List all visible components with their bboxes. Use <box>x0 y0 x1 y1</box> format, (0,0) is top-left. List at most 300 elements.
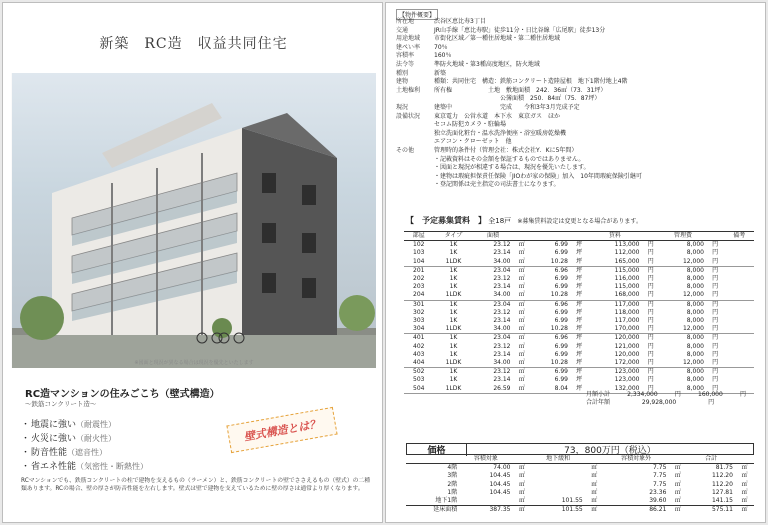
table-row <box>404 266 754 275</box>
table-cell: 123,000 <box>614 376 640 384</box>
info-key: 用途地域 <box>396 35 421 43</box>
column-header <box>513 232 531 241</box>
table-cell: 104.45 <box>489 472 511 480</box>
info-value: 東京電力 公営水道 本下水 東京ガス ほか <box>434 112 561 120</box>
table-cell: ㎡ <box>741 497 748 505</box>
table-cell: 坪 <box>576 350 583 358</box>
table-cell: 坪 <box>570 385 588 394</box>
info-row <box>396 35 756 44</box>
table-cell: ㎡ <box>513 325 531 334</box>
info-value: 70％ <box>434 43 448 51</box>
table-cell <box>532 472 585 480</box>
table-cell: 円 <box>712 300 719 308</box>
table-row <box>406 497 754 506</box>
table-cell: ㎡ <box>668 506 687 515</box>
table-cell: ㎡ <box>591 464 598 472</box>
table-cell: 1K <box>449 275 458 283</box>
table-cell: 6.99 <box>554 368 568 376</box>
table-cell: 112.20 <box>711 480 733 488</box>
table-cell: 23.12 <box>493 241 511 249</box>
table-cell: 1LDK <box>434 291 474 300</box>
table-cell: 10.28 <box>531 359 570 368</box>
table-cell: 203 <box>413 283 425 291</box>
info-value: 渋谷区恵比寿3丁目 <box>434 18 486 25</box>
table-cell: 円 <box>647 368 654 376</box>
photo-caption: ※図面と現況が異なる場合は現況を優先といたします <box>134 360 254 366</box>
table-cell: 円 <box>712 283 719 291</box>
table-cell <box>724 317 754 325</box>
info-key <box>396 164 434 173</box>
table-cell: 7.75 <box>653 464 667 472</box>
table-cell: 坪 <box>576 300 583 308</box>
table-cell: 8,000 <box>686 266 704 274</box>
table-cell: ㎡ <box>518 376 525 384</box>
table-cell: 116,000 <box>614 275 640 283</box>
section-heading: RC造マンションの住みごこち（壁式構造） <box>25 389 220 400</box>
table-cell: 1LDK <box>434 325 474 334</box>
info-row <box>396 181 756 190</box>
table-cell: 202 <box>413 275 425 283</box>
info-key: 現況 <box>396 103 409 111</box>
table-cell: 7.75 <box>653 472 667 480</box>
info-key <box>396 156 434 165</box>
info-row <box>396 173 756 182</box>
table-cell <box>724 241 754 250</box>
table-cell: 円 <box>712 368 719 376</box>
table-cell: 23.04 <box>493 334 511 342</box>
table-cell: 円 <box>706 359 724 368</box>
info-row <box>396 104 756 113</box>
table-cell: ㎡ <box>518 342 525 350</box>
table-cell <box>724 275 754 283</box>
table-row <box>404 359 754 368</box>
info-key: その他 <box>396 146 415 154</box>
section-subheading: 〜鉄筋コンクリート造〜 <box>25 400 97 408</box>
table-cell: 503 <box>413 376 425 384</box>
table-cell <box>724 266 754 275</box>
table-cell: 坪 <box>570 359 588 368</box>
column-header <box>585 455 604 464</box>
table-cell: 坪 <box>576 266 583 274</box>
column-header: 部屋 <box>404 232 434 241</box>
table-cell: 坪 <box>570 258 588 267</box>
table-row <box>404 343 754 351</box>
table-cell: 10.28 <box>531 325 570 334</box>
table-cell: ㎡ <box>512 506 531 515</box>
table-row <box>406 464 754 473</box>
feature-list <box>21 418 148 474</box>
table-cell: 34.00 <box>473 359 512 368</box>
table-cell: 円 <box>647 308 654 316</box>
table-cell: 165,000 <box>588 258 641 267</box>
table-cell: 坪 <box>576 317 583 325</box>
table-cell: 101.55 <box>532 506 585 515</box>
table-cell: ㎡ <box>591 480 598 488</box>
table-cell: 円 <box>647 317 654 325</box>
table-cell <box>532 481 585 489</box>
table-cell: 404 <box>404 359 434 368</box>
table-cell <box>724 283 754 291</box>
table-cell: 1LDK <box>434 385 474 394</box>
table-cell: ㎡ <box>518 241 525 249</box>
info-key: 所在地 <box>396 18 415 25</box>
table-cell: 円 <box>706 291 724 300</box>
table-cell: 6.99 <box>554 241 568 249</box>
table-cell: 円 <box>647 342 654 350</box>
table-cell <box>724 334 754 343</box>
table-cell: 301 <box>413 300 425 308</box>
table-cell: 8,000 <box>686 317 704 325</box>
table-row <box>404 309 754 317</box>
table-cell: 101.55 <box>561 497 583 505</box>
table-cell: ㎡ <box>513 359 531 368</box>
info-value: 準防火地域・第3種高度地区，防火地域 <box>434 60 540 68</box>
info-value: 独立洗面化粧台・温水洗浄便座・浴室暖房乾燥機 <box>434 129 567 137</box>
table-row <box>404 325 754 334</box>
table-cell: 3階 <box>447 472 458 480</box>
column-header: 地下緩和 <box>532 455 585 464</box>
info-key <box>396 138 434 147</box>
overview-tag: 【物件概要】 <box>396 9 438 20</box>
table-cell: ㎡ <box>513 258 531 267</box>
table-cell: 204 <box>404 291 434 300</box>
info-value: ・建物は瑕疵担保責任保険「JIOわが家の保険」加入 10年間瑕疵保険引継可 <box>434 172 642 180</box>
table-cell: 1K <box>449 350 458 358</box>
info-key <box>396 181 434 190</box>
table-cell: 132,000 <box>588 385 641 394</box>
table-row <box>404 317 754 325</box>
table-cell: 170,000 <box>588 325 641 334</box>
table-cell: 円 <box>712 317 719 325</box>
table-cell: 円 <box>641 359 659 368</box>
table-row <box>404 258 754 267</box>
body-text: RCマンションでも、鉄筋コンクリートの柱で建物を支えるもの（ラーメン）と、鉄筋コンクリートの壁でささえるもの（壁式）の二種類あります。RCの場合、壁の厚さが防音性能を左右します。壁式は壁で建物を支えているために壁の厚さは通常より厚くなります。 <box>21 478 371 492</box>
table-cell: ㎡ <box>518 472 525 480</box>
table-cell: 円 <box>712 266 719 274</box>
table-cell: 123,000 <box>614 368 640 376</box>
table-row <box>406 506 754 515</box>
info-key <box>396 173 434 182</box>
table-cell: 34.00 <box>473 291 512 300</box>
table-cell: 23.12 <box>493 342 511 350</box>
column-header: 備考 <box>724 232 754 241</box>
column-header <box>668 455 687 464</box>
table-cell: 8,000 <box>686 350 704 358</box>
table-cell: 1K <box>449 266 458 274</box>
table-cell: 円 <box>712 308 719 316</box>
info-row <box>396 61 756 70</box>
table-cell: 円 <box>712 342 719 350</box>
table-cell: 8,000 <box>686 376 704 384</box>
table-cell: 6.99 <box>554 350 568 358</box>
table-cell: 120,000 <box>614 334 640 342</box>
table-cell: 103 <box>413 249 425 257</box>
table-cell <box>724 291 754 300</box>
table-cell: ㎡ <box>518 249 525 257</box>
info-value: 種類：共同住宅 構造：鉄筋コンクリート造陸屋根 地下1階付地上4階 <box>434 78 628 86</box>
table-cell: 201 <box>413 266 425 274</box>
table-cell <box>724 359 754 368</box>
column-header: 容積対象 <box>459 455 512 464</box>
table-cell: 23.14 <box>493 283 511 291</box>
table-cell: 401 <box>413 334 425 342</box>
table-cell: ㎡ <box>735 506 754 515</box>
info-key: 交通 <box>396 26 409 34</box>
table-cell: 坪 <box>576 334 583 342</box>
table-cell: 502 <box>413 368 425 376</box>
table-cell: 6.96 <box>554 266 568 274</box>
table-cell: 円 <box>647 241 654 249</box>
table-cell: 81.75 <box>715 464 733 472</box>
table-cell: 115,000 <box>614 266 640 274</box>
info-row <box>396 18 756 27</box>
table-cell: 円 <box>712 249 719 257</box>
table-cell <box>532 489 585 497</box>
table-cell: 121,000 <box>614 342 640 350</box>
table-cell: 円 <box>647 334 654 342</box>
table-cell <box>724 368 754 377</box>
table-cell: 1K <box>449 249 458 257</box>
info-value: 新築 <box>434 69 447 77</box>
table-cell: 118,000 <box>614 308 640 316</box>
info-key: 法令等 <box>396 60 415 68</box>
table-cell: ㎡ <box>674 480 681 488</box>
info-value: ・記載資料はその金額を保証するものではありません。 <box>434 155 585 163</box>
table-cell: ㎡ <box>518 488 525 496</box>
table-cell: ㎡ <box>591 488 598 496</box>
table-cell: 172,000 <box>588 359 641 368</box>
table-cell: 円 <box>712 241 719 249</box>
table-cell: 23.12 <box>493 368 511 376</box>
table-cell: 2階 <box>447 480 458 488</box>
table-cell: 円 <box>647 283 654 291</box>
info-row <box>396 156 756 165</box>
table-cell: ㎡ <box>591 497 598 505</box>
table-row <box>406 489 754 497</box>
table-cell: 575.11 <box>687 506 735 515</box>
table-cell: 8,000 <box>686 249 704 257</box>
table-cell: 117,000 <box>614 317 640 325</box>
table-cell: 7.75 <box>653 480 667 488</box>
info-key: 土地権利 <box>396 86 421 94</box>
table-cell: 1K <box>449 342 458 350</box>
table-cell: 403 <box>413 350 425 358</box>
info-row <box>396 52 756 61</box>
table-cell: 104.45 <box>489 488 511 496</box>
table-cell: ㎡ <box>741 488 748 496</box>
table-row <box>404 275 754 283</box>
table-row <box>404 334 754 343</box>
table-cell: 23.14 <box>493 350 511 358</box>
table-cell: 円 <box>647 376 654 384</box>
info-row <box>396 113 756 122</box>
table-cell: 12,000 <box>660 258 706 267</box>
info-row <box>396 27 756 36</box>
info-row <box>396 147 756 156</box>
table-cell: 6.99 <box>554 308 568 316</box>
table-cell: 1階 <box>447 488 458 496</box>
table-cell: 10.28 <box>531 291 570 300</box>
table-cell: 1K <box>449 334 458 342</box>
table-cell: ㎡ <box>585 506 604 515</box>
table-cell: 387.35 <box>459 506 512 515</box>
column-header <box>406 455 459 464</box>
table-cell: 12,000 <box>660 291 706 300</box>
table-cell: 円 <box>712 376 719 384</box>
property-info <box>396 18 756 190</box>
table-cell: ㎡ <box>513 385 531 394</box>
table-cell: 26.59 <box>473 385 512 394</box>
table-cell: 34.00 <box>473 325 512 334</box>
info-value: 160％ <box>434 52 452 60</box>
feature-item: ・地震に強い（耐震性） <box>21 420 117 430</box>
table-cell: 地下1階 <box>435 497 458 505</box>
table-cell: ㎡ <box>518 368 525 376</box>
table-cell: 8,000 <box>686 368 704 376</box>
table-cell: 10.28 <box>531 258 570 267</box>
table-cell: 104 <box>404 258 434 267</box>
table-cell: 23.04 <box>493 266 511 274</box>
table-cell: 6.96 <box>554 300 568 308</box>
price-label: 価格 <box>407 443 467 456</box>
column-header: 賃料 <box>588 232 641 241</box>
table-cell: 6.99 <box>554 249 568 257</box>
table-cell: 円 <box>641 325 659 334</box>
info-key: 容積率 <box>396 52 415 60</box>
info-value: JR山手線「恵比寿駅」徒歩11分・日比谷線「広尾駅」徒歩13分 <box>434 26 606 34</box>
info-key <box>396 95 434 104</box>
table-row <box>404 300 754 309</box>
price-value: 73，800万円（税込） <box>564 445 656 456</box>
table-cell: ㎡ <box>518 464 525 472</box>
table-cell: 延床面積 <box>406 506 459 515</box>
table-cell <box>724 343 754 351</box>
info-key <box>396 130 434 139</box>
table-cell <box>724 249 754 257</box>
table-cell: 120,000 <box>614 350 640 358</box>
left-sheet <box>2 2 383 523</box>
table-cell: 12,000 <box>660 359 706 368</box>
column-header <box>706 232 724 241</box>
table-cell: 円 <box>712 350 719 358</box>
table-cell: 1K <box>449 376 458 384</box>
table-cell: 6.99 <box>554 317 568 325</box>
table-cell: 8,000 <box>686 283 704 291</box>
feature-item: ・防音性能（遮音性） <box>21 448 108 458</box>
table-cell: 坪 <box>576 249 583 257</box>
feature-item: ・火災に強い（耐火性） <box>21 434 117 444</box>
table-cell <box>724 309 754 317</box>
table-cell: 円 <box>641 385 659 394</box>
units-table <box>404 231 754 394</box>
table-cell: ㎡ <box>518 334 525 342</box>
info-value: 所有権 土地 敷地面積 242．36㎡（73．31坪） <box>434 86 607 94</box>
table-cell: 円 <box>706 325 724 334</box>
table-cell: 34.00 <box>473 258 512 267</box>
table-row <box>404 351 754 359</box>
table-cell: 8,000 <box>686 308 704 316</box>
table-cell: 坪 <box>576 308 583 316</box>
table-cell: 23.12 <box>493 275 511 283</box>
table-cell: ㎡ <box>674 497 681 505</box>
table-cell: ㎡ <box>518 275 525 283</box>
table-cell: ㎡ <box>518 497 525 505</box>
table-cell <box>724 351 754 359</box>
table-cell: 113,000 <box>614 241 640 249</box>
table-cell: ㎡ <box>518 300 525 308</box>
wall-structure-stamp: 壁式構造とは？ <box>226 407 337 453</box>
table-row <box>404 249 754 257</box>
table-row <box>406 481 754 489</box>
table-cell: 1K <box>449 317 458 325</box>
table-cell: 坪 <box>576 376 583 384</box>
table-cell: 円 <box>712 334 719 342</box>
info-value: ・登記関係は売主指定の司法書士になります。 <box>434 181 560 189</box>
table-cell <box>724 376 754 384</box>
table-cell: 坪 <box>576 342 583 350</box>
info-row <box>396 164 756 173</box>
table-cell: ㎡ <box>518 350 525 358</box>
table-cell: 円 <box>647 266 654 274</box>
table-cell: ㎡ <box>674 472 681 480</box>
table-row <box>404 291 754 300</box>
table-cell: 坪 <box>576 283 583 291</box>
table-cell: 円 <box>641 258 659 267</box>
table-cell: 4階 <box>447 464 458 472</box>
page-title: 新築 RC造 収益共同住宅 <box>99 36 288 52</box>
table-cell: 円 <box>712 275 719 283</box>
rent-totals: 月額小計 2,334,000 円 160,000 円 合計年額 29,928,000 円 <box>586 391 746 406</box>
table-cell: ㎡ <box>518 317 525 325</box>
table-cell: 6.99 <box>554 342 568 350</box>
column-header <box>512 455 531 464</box>
table-cell: 115,000 <box>614 283 640 291</box>
table-cell: 23.12 <box>493 308 511 316</box>
table-cell: ㎡ <box>741 472 748 480</box>
table-cell: 1LDK <box>434 258 474 267</box>
table-cell: 円 <box>706 385 724 394</box>
table-cell: 117,000 <box>614 300 640 308</box>
info-row <box>396 138 756 147</box>
table-cell: 円 <box>641 291 659 300</box>
price-bar <box>406 443 754 455</box>
table-cell: 円 <box>647 300 654 308</box>
table-cell: 円 <box>647 350 654 358</box>
table-cell: 1K <box>449 241 458 249</box>
table-cell: ㎡ <box>518 308 525 316</box>
info-row <box>396 44 756 53</box>
table-cell: 1LDK <box>434 359 474 368</box>
column-header <box>641 232 659 241</box>
floor-area-table <box>406 455 754 514</box>
table-cell: 304 <box>404 325 434 334</box>
table-cell: ㎡ <box>518 283 525 291</box>
table-cell: 23.36 <box>649 488 667 496</box>
table-cell: ㎡ <box>518 480 525 488</box>
table-cell: ㎡ <box>591 472 598 480</box>
table-cell: 12,000 <box>660 325 706 334</box>
column-header <box>570 232 588 241</box>
table-cell: 坪 <box>570 291 588 300</box>
column-header: 容積対象外 <box>604 455 669 464</box>
table-cell: 6.99 <box>554 283 568 291</box>
info-value: ・図面と現況が相違する場合は、現況を優先いたします。 <box>434 164 590 172</box>
info-value: 建築中 完成 令和3年3月完成予定 <box>434 103 580 111</box>
column-header: 合計 <box>687 455 735 464</box>
table-cell: 141.15 <box>711 497 733 505</box>
table-cell: ㎡ <box>674 488 681 496</box>
table-cell: 坪 <box>576 368 583 376</box>
